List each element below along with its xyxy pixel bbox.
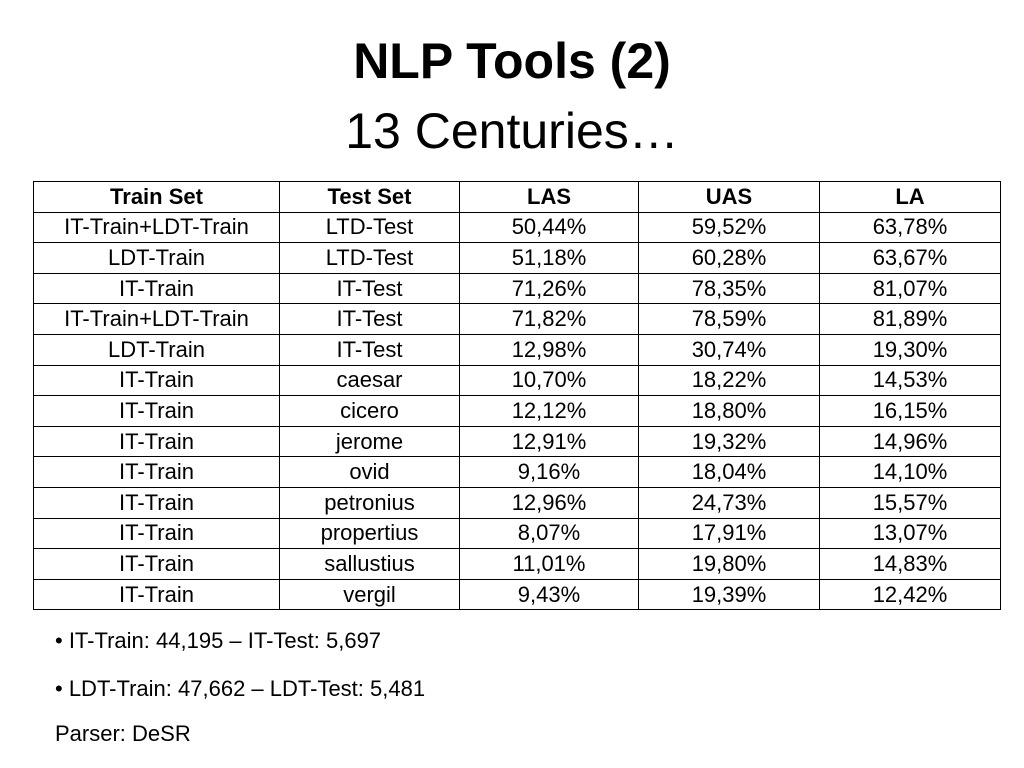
cell-la: 63,78%	[820, 212, 1001, 243]
cell-train-set: LDT-Train	[34, 243, 280, 274]
cell-uas: 18,04%	[639, 457, 820, 488]
cell-la: 14,53%	[820, 365, 1001, 396]
cell-uas: 78,35%	[639, 273, 820, 304]
header-las: LAS	[460, 182, 639, 213]
cell-las: 11,01%	[460, 549, 639, 580]
cell-la: 14,10%	[820, 457, 1001, 488]
cell-test-set: IT-Test	[280, 304, 460, 335]
cell-test-set: caesar	[280, 365, 460, 396]
table-row	[34, 334, 1001, 365]
cell-las: 12,96%	[460, 487, 639, 518]
table-row	[34, 243, 1001, 274]
cell-test-set: sallustius	[280, 549, 460, 580]
cell-las: 9,16%	[460, 457, 639, 488]
slide-subtitle: 13 Centuries…	[345, 103, 679, 159]
cell-train-set: IT-Train	[34, 273, 280, 304]
header-test-set: Test Set	[280, 182, 460, 213]
header-uas: UAS	[639, 182, 820, 213]
note-it-counts: • IT-Train: 44,195 – IT-Test: 5,697	[55, 628, 382, 653]
cell-la: 81,89%	[820, 304, 1001, 335]
cell-las: 12,98%	[460, 334, 639, 365]
cell-train-set: IT-Train	[34, 579, 280, 610]
cell-la: 14,96%	[820, 426, 1001, 457]
cell-la: 19,30%	[820, 334, 1001, 365]
cell-las: 51,18%	[460, 243, 639, 274]
cell-train-set: IT-Train	[34, 487, 280, 518]
table-row	[34, 212, 1001, 243]
table-row	[34, 273, 1001, 304]
cell-uas: 19,32%	[639, 426, 820, 457]
cell-train-set: IT-Train	[34, 365, 280, 396]
note-parser: Parser: DeSR	[55, 721, 191, 746]
cell-uas: 60,28%	[639, 243, 820, 274]
table-row	[34, 549, 1001, 580]
cell-las: 12,12%	[460, 396, 639, 427]
header-la: LA	[820, 182, 1001, 213]
table-header-row	[34, 182, 1001, 213]
results-table	[33, 181, 1001, 610]
table-row	[34, 518, 1001, 549]
cell-test-set: petronius	[280, 487, 460, 518]
cell-train-set: IT-Train+LDT-Train	[34, 212, 280, 243]
cell-train-set: IT-Train	[34, 396, 280, 427]
cell-la: 13,07%	[820, 518, 1001, 549]
cell-uas: 18,22%	[639, 365, 820, 396]
cell-train-set: IT-Train	[34, 426, 280, 457]
cell-las: 12,91%	[460, 426, 639, 457]
cell-train-set: IT-Train	[34, 457, 280, 488]
cell-uas: 24,73%	[639, 487, 820, 518]
cell-test-set: jerome	[280, 426, 460, 457]
cell-train-set: IT-Train	[34, 549, 280, 580]
cell-uas: 18,80%	[639, 396, 820, 427]
cell-uas: 30,74%	[639, 334, 820, 365]
cell-test-set: ovid	[280, 457, 460, 488]
table-row	[34, 426, 1001, 457]
cell-test-set: propertius	[280, 518, 460, 549]
table-row	[34, 487, 1001, 518]
cell-test-set: IT-Test	[280, 273, 460, 304]
cell-uas: 17,91%	[639, 518, 820, 549]
cell-las: 50,44%	[460, 212, 639, 243]
cell-test-set: LTD-Test	[280, 243, 460, 274]
cell-la: 63,67%	[820, 243, 1001, 274]
cell-test-set: vergil	[280, 579, 460, 610]
cell-las: 71,82%	[460, 304, 639, 335]
cell-las: 10,70%	[460, 365, 639, 396]
note-ldt-counts: • LDT-Train: 47,662 – LDT-Test: 5,481	[55, 676, 426, 701]
cell-uas: 19,80%	[639, 549, 820, 580]
table-row	[34, 396, 1001, 427]
cell-uas: 59,52%	[639, 212, 820, 243]
slide-title: NLP Tools (2)	[353, 33, 671, 89]
header-train-set: Train Set	[34, 182, 280, 213]
table-row	[34, 579, 1001, 610]
cell-la: 81,07%	[820, 273, 1001, 304]
cell-la: 16,15%	[820, 396, 1001, 427]
cell-test-set: LTD-Test	[280, 212, 460, 243]
cell-test-set: IT-Test	[280, 334, 460, 365]
table-row	[34, 365, 1001, 396]
cell-train-set: LDT-Train	[34, 334, 280, 365]
cell-uas: 19,39%	[639, 579, 820, 610]
cell-las: 71,26%	[460, 273, 639, 304]
cell-la: 12,42%	[820, 579, 1001, 610]
cell-train-set: IT-Train	[34, 518, 280, 549]
cell-la: 15,57%	[820, 487, 1001, 518]
cell-uas: 78,59%	[639, 304, 820, 335]
cell-train-set: IT-Train+LDT-Train	[34, 304, 280, 335]
cell-las: 9,43%	[460, 579, 639, 610]
cell-test-set: cicero	[280, 396, 460, 427]
cell-la: 14,83%	[820, 549, 1001, 580]
table-row	[34, 304, 1001, 335]
table-row	[34, 457, 1001, 488]
cell-las: 8,07%	[460, 518, 639, 549]
